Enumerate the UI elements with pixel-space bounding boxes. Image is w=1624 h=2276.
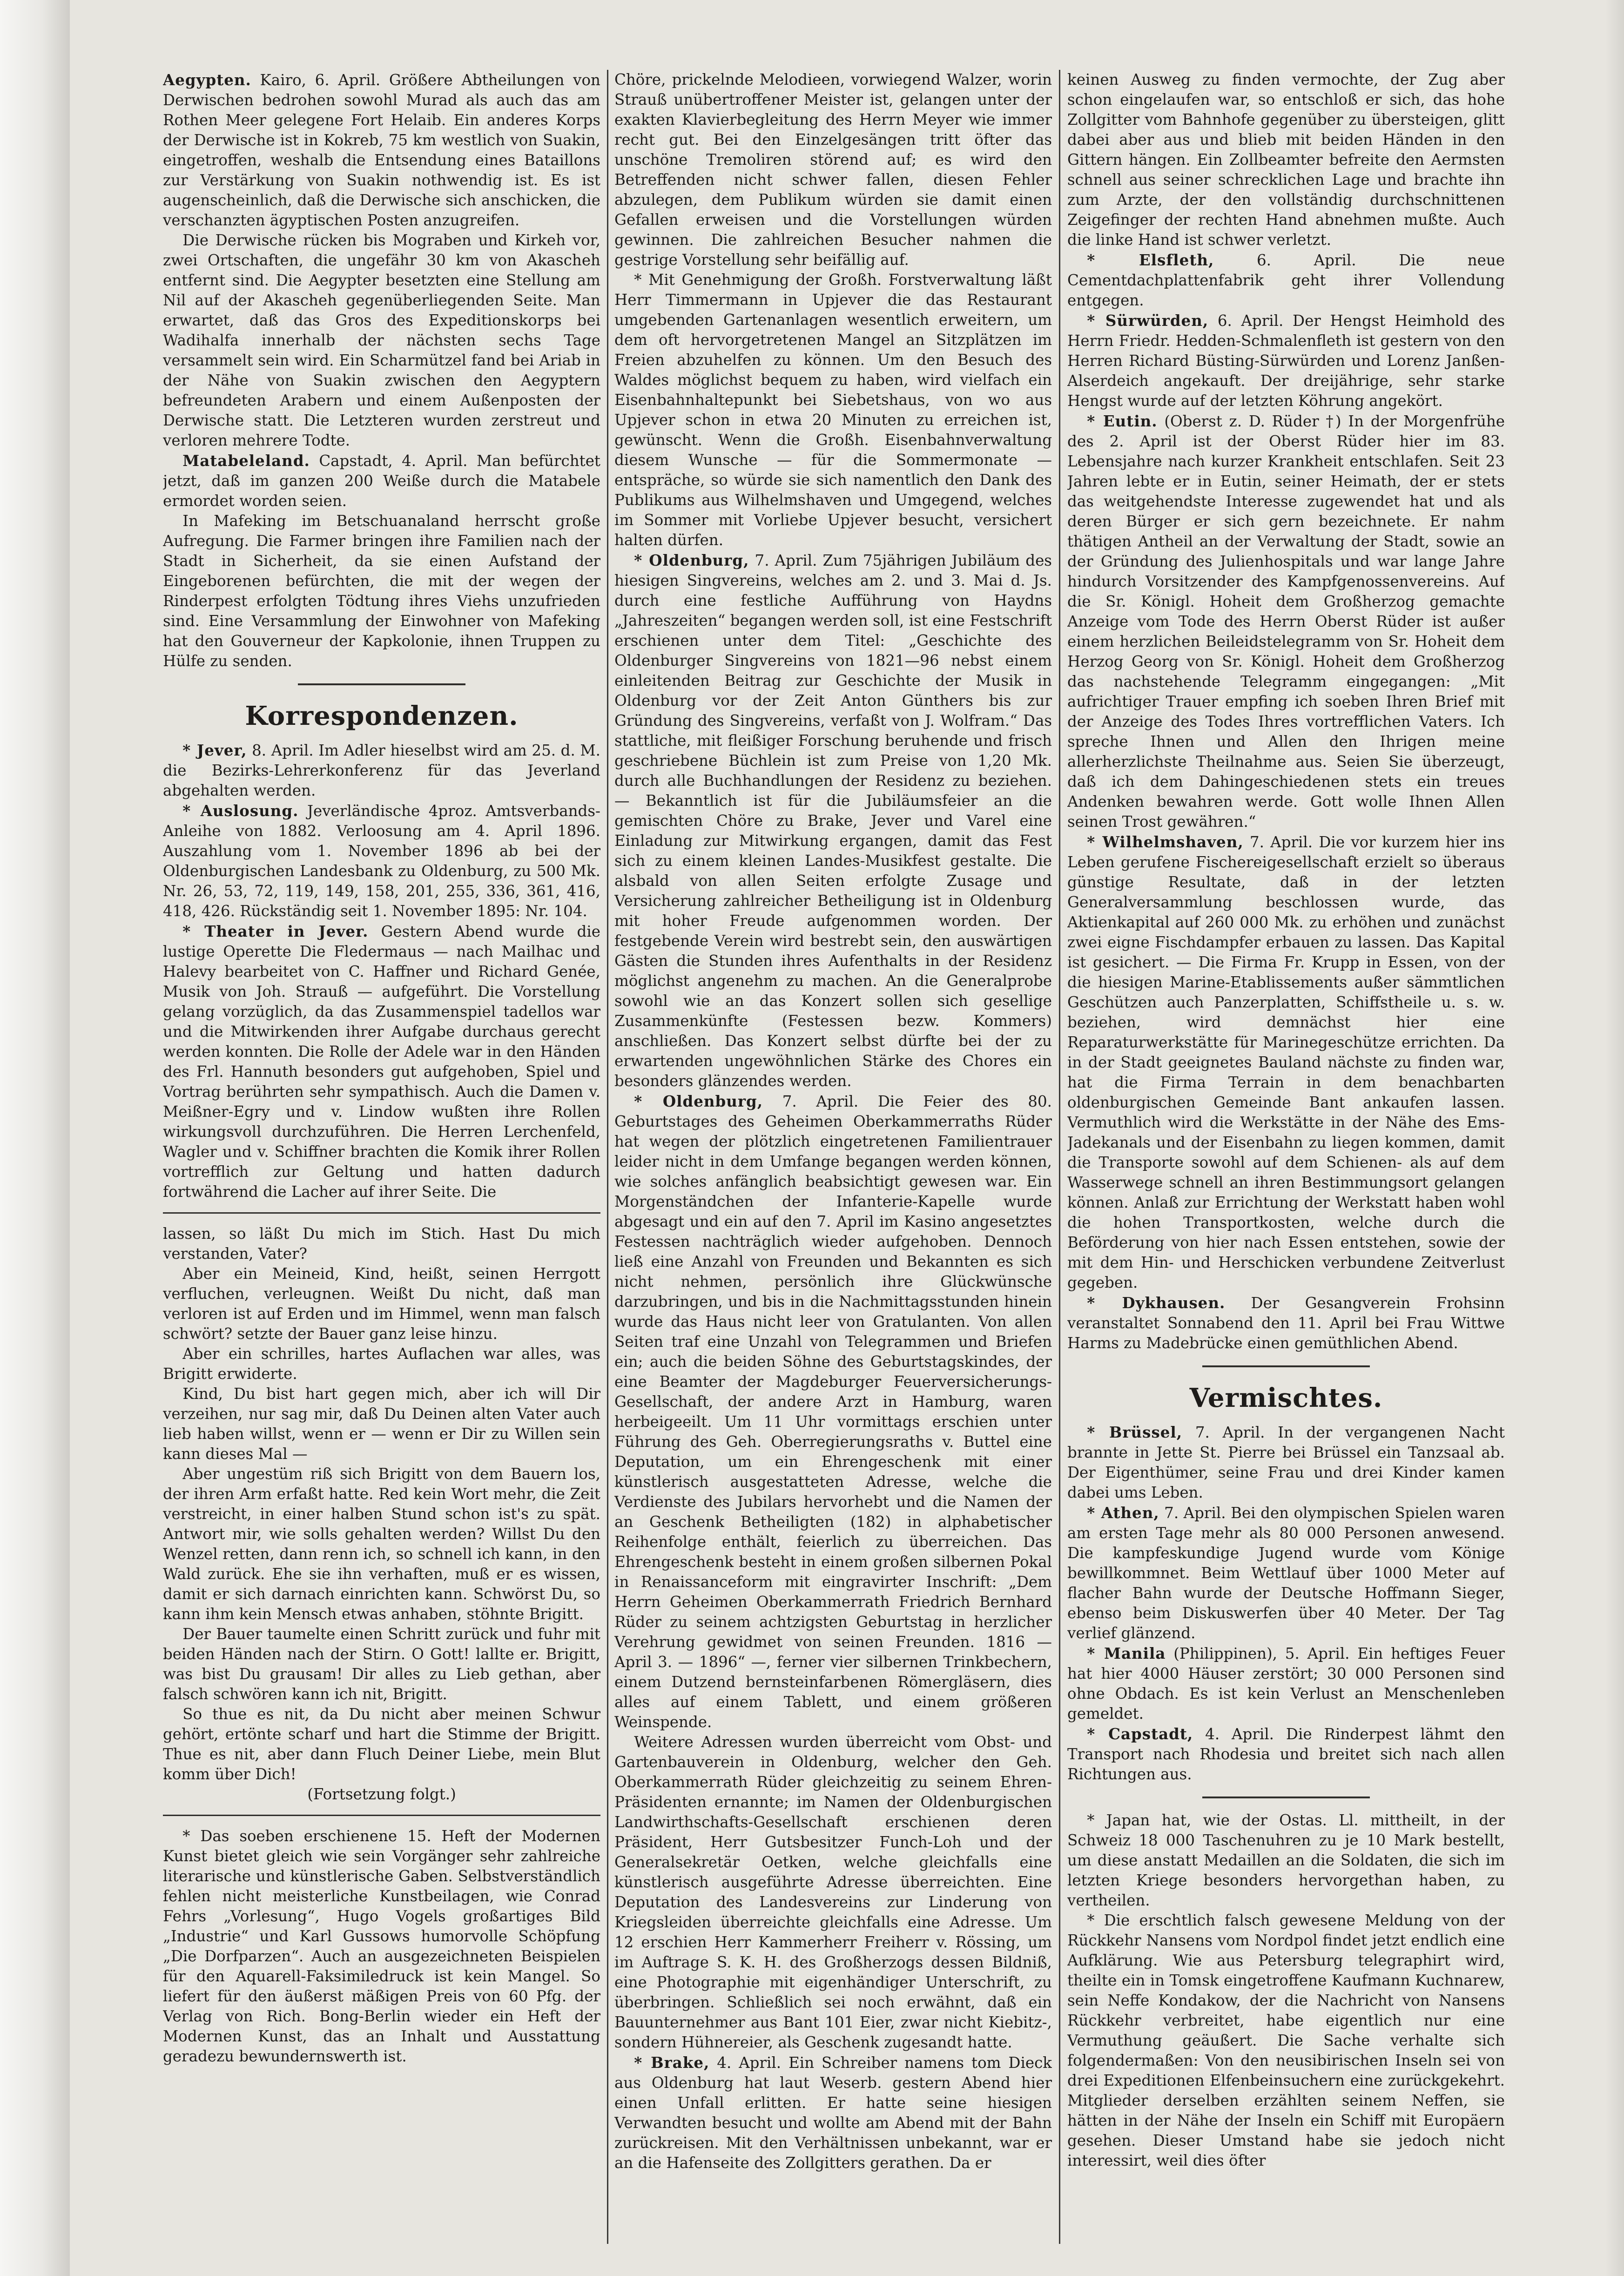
article-oldenburg-rueder (614, 1091, 1052, 1732)
notice-divider (163, 1815, 600, 1816)
notice-moderne-kunst: * Das soeben erschienene 15. Heft der Modernen Kunst bietet gleich wie sein Vorgänger sehr zahlreiche literarische und künstlerische Gaben. Selbstverständlich fehlen nicht meisterliche Kunstbeilagen, wie Conrad Fehrs „Vorlesung“, Hugo Vogels großartiges Bild „Industrie“ und Karl Gussows humorvolle Schöpfung „Die Dorfparzen“. Auch an ausgezeichneten Beispielen für den Aquarell-Faksimiledruck ist kein Mangel. So liefert für den äußerst mäßigen Preis von 60 Pfg. der Verlag von Rich. Bong-Berlin wieder ein Heft der Modernen Kunst, das an Inhalt und Ausstattung geradezu bewundernswerth ist. (163, 1827, 600, 2065)
column-1 (163, 70, 600, 2258)
column-rule-left (607, 70, 608, 2244)
article-text: 7. April. Die Feier des 80. Geburtstages des Geheimen Oberkammerraths Rüder hat wegen der plötzlich eingetretenen Familientrauer leider nicht in dem Umfange begangen werden können, wie solches anfänglich beabsichtigt gewesen war. Ein Morgenständchen der Infanterie-Kapelle wurde abgesagt und ein auf den 7. April im Kasino angesetztes Festessen nachträglich wieder aufgehoben. Dennoch ließ eine Anzahl von Freunden und Bekannten es sich nicht nehmen, persönlich ihre Glückwünsche darzubringen, und bis in die Nachmittagsstunden hinein wurde das Haus nicht leer von Gratulanten. Von allen Seiten traf eine Unzahl von Telegrammen und Briefen ein; auch die beiden Söhne des Geburtstagskindes, der eine Beamter der Magdeburger Feuerversicherungs-Gesellschaft, der andere Arzt in Hamburg, waren herbeigeeilt. Um 11 Uhr vormittags erschien unter Führung des Geh. Oberregierungsraths v. Buttel eine Deputation, um ein Ehrengeschenk mit einer künstlerisch ausgestatteten Adresse, welche die Verdienste des Jubilars hervorhebt und die Namen der an Geschenk Betheiligten (182) in alphabetischer Reihenfolge enthält, feierlich zu überreichen. Das Ehrengeschenk besteht in einem großen silbernen Pokal in Renaissanceform mit eingravirter Inschrift: „Dem Herrn Geheimen Oberkammerrath Friedrich Bernhard Rüder zu seinem achtzigsten Geburtstag in herzlicher Verehrung gewidmet von seinen Freunden. 1816 — April 3. — 1896“ —, ferner vier silbernen Trinkbechern, einem Dutzend bernsteinfarbenen Römergläsern, dies alles auf einem Tablett, und einem größeren Weinspende. (614, 1093, 1052, 1731)
article-matabeleland (163, 451, 600, 511)
notice-japan: * Japan hat, wie der Ostas. Ll. mittheilt, in der Schweiz 18 000 Taschenuhren zu je 10 Mark bestellt, um diese anstatt Medaillen an die Soldaten, die sich im letzten Kriege besonders hervorgethan haben, zu vertheilen. (1067, 1811, 1505, 1909)
feuilleton-divider (163, 1212, 600, 1214)
article-place: * Manila (1087, 1644, 1166, 1662)
article-text: 7. April. In der vergangenen Nacht brannte in Jette St. Pierre bei Brüssel ein Tanzsaal ab. Der Eigenthümer, seine Frau und drei Kinder kamen dabei ums Leben. (1067, 1424, 1505, 1501)
story-paragraph: Aber ein schrilles, hartes Auflachen war alles, was Brigitt erwiderte. (163, 1345, 600, 1383)
article-place: * Sürwürden, (1087, 311, 1209, 330)
section-divider (1202, 1796, 1370, 1798)
article-text: 4. April. Die Rinderpest lähmt den Transport nach Rhodesia und breitet sich nach allen Richtungen aus. (1067, 1725, 1505, 1783)
article-place: * Brake, (634, 2053, 710, 2072)
story-paragraph: Der Bauer taumelte einen Schritt zurück und fuhr mit beiden Händen nach der Stirn. O Gott! lallte er. Brigitt, was bist Du grausam! Dir alles zu Lieb gethan, aber falsch schwören kann ich nit, Brigitt. (163, 1625, 600, 1703)
article-wilhelmshaven (1067, 832, 1505, 1293)
article-capstadt (1067, 1724, 1505, 1784)
article-place: * Jever, (182, 741, 247, 759)
article-surwurden (1067, 311, 1505, 411)
article-jever (163, 740, 600, 801)
article-text: 6. April. Der Hengst Heimhold des Herrn Friedr. Hedden-Schmalenfleth ist gestern von den Herren Richard Büsting-Sürwürden und Lorenz Janßen-Alserdeich angekauft. Der dreijährige, sehr starke Hengst wurde auf der letzten Köhrung angekört. (1067, 312, 1505, 410)
article-text: (Philippinen), 5. April. Ein heftiges Feuer hat hier 4000 Häuser zerstört; 30 000 Personen sind ohne Obdach. Es ist kein Verlust an Menschenleben gemeldet. (1067, 1645, 1505, 1722)
section-divider (298, 683, 465, 685)
article-oldenburg-singverein (614, 550, 1052, 1091)
article-elsfleth (1067, 250, 1505, 311)
article-place: * Capstadt, (1087, 1725, 1193, 1743)
article-text: 7. April. Zum 75jährigen Jubiläum des hiesigen Singvereins, welches am 2. und 3. Mai d. Js. durch eine festliche Aufführung von Haydns „Jahreszeiten“ begangen werden soll, ist eine Festschrift erschienen unter dem Titel: „Geschichte des Oldenburger Singvereins von 1821—96 nebst einem einleitenden Beitrag zur Geschichte der Musik in Oldenburg vor der Zeit Anton Günthers bis zur Gründung des Singvereins, verfaßt von J. Wolfram.“ Das stattliche, mit fleißiger Forschung beruhende und frisch geschriebene Büchlein ist zum Preise von 1,20 Mk. durch alle Buchhandlungen der Residenz zu beziehen. — Bekanntlich ist für die Jubiläumsfeier an die gemischten Chöre zu Brake, Jever und Varel eine Einladung zur Mitwirkung ergangen, damit das Fest sich zu einem kleinen Landes-Musikfest gestalte. Die alsbald von allen Seiten erfolgte Zusage und Versicherung zahlreicher Betheiligung ist in Oldenburg mit hoher Freude aufgenommen worden. Der festgebende Verein wird bestrebt sein, den auswärtigen Gästen die Stunden ihres Aufenthalts in der Residenz möglichst angenehm zu machen. An die Generalprobe sowohl wie an das Konzert sollen sich gesellige Zusammenkünfte (Festessen bezw. Kommers) anschließen. Das Konzert selbst dürfte bei der zu erwartenden ungewöhnlichen Stärke des Chores ein besonders glänzendes werden. (614, 552, 1052, 1090)
section-heading-vermischtes: Vermischtes. (1189, 1383, 1383, 1413)
story-paragraph: Kind, Du bist hart gegen mich, aber ich will Dir verzeihen, nur sag mir, daß Du Deinen alten Vater auch lieb haben willst, wenn er — wenn er Dir zu Willen sein kann dieses Mal — (163, 1385, 600, 1463)
article-text: keinen Ausweg zu finden vermochte, der Zug aber schon eingelaufen war, so entschloß er sich, das hohe Zollgitter vom Bahnhofe gegenüber zu übersteigen, glitt dabei aber aus und blieb mit beiden Händen in den Gittern hängen. Ein Zollbeamter befreite den Aermsten schnell aus seiner schrecklichen Lage und brachte ihn zum Arzte, der den vollständig durchschnittenen Zeigefinger der rechten Hand abnehmen mußte. Auch die linke Hand ist schwer verletzt. (1067, 71, 1505, 249)
article-auslosung (163, 801, 600, 921)
article-text: Der Gesangverein Frohsinn veranstaltet Sonnabend den 11. April bei Frau Wittwe Harms zu Madebrücke einen gemüthlichen Abend. (1067, 1294, 1505, 1352)
article-place: Aegypten. (163, 71, 251, 89)
article-place: * Theater in Jever. (182, 922, 369, 940)
article-place: * Auslosung. (182, 802, 299, 820)
article-place: * Brüssel, (1087, 1423, 1183, 1441)
article-paragraph: Die Derwische rücken bis Mograben und Kirkeh vor, zwei Ortschaften, die ungefähr 30 km von Akascheh entfernt sind. Die Aegypter besetzten eine Stellung am Nil auf der Akascheh gegenüberliegenden Seite. Man erwartet, daß das Gros des Expeditionskorps bei Wadihalfa innerhalb der nächsten sechs Tage versammelt sein wird. Ein Scharmützel fand bei Ariab in der Nähe von Suakin zwischen den Aegyptern befreundeten Arabern und einem Außenposten der Derwische statt. Die Letzteren wurden zerstreut und verloren mehrere Todte. (163, 231, 600, 449)
binding-margin (0, 0, 70, 2276)
article-place: * Wilhelmshaven, (1087, 833, 1244, 851)
article-paragraph: Weitere Adressen wurden überreicht vom Obst- und Gartenbauverein in Oldenburg, welcher den Geh. Oberkammerrath Rüder gleichzeitig zu seinem Ehren-Präsidenten ernannte; im Namen der Oldenburgischen Landwirthschafts-Gesellschaft erschienen deren Präsident, Herr Gutsbesitzer Funch-Loh und der Generalsekretär Oetken, welche gleichfalls eine künstlerisch ausgeführte Adresse überreichten. Eine Deputation des Landesvereins zur Linderung von Kriegsleiden überreichte gleichfalls eine Adresse. Um 12 erschien Herr Kammerherr Freiherr v. Rössing, um im Auftrage S. K. H. des Großherzogs dessen Bildniß, eine Photographie mit eigenhändiger Unterschrift, zu überbringen. Schließlich sei noch erwähnt, daß ein Bauunternehmer aus Bant 101 Eier, zwar nicht Kiebitz-, sondern Hühnereier, als Geschenk zugesandt hatte. (614, 1733, 1052, 2051)
article-text: 8. April. Im Adler hieselbst wird am 25. d. M. die Bezirks-Lehrerkonferenz für das Jeverland abgehalten werden. (163, 742, 600, 799)
article-place: * Dykhausen. (1087, 1294, 1226, 1312)
article-place: * Elsfleth, (1087, 251, 1214, 269)
article-text: Chöre, prickelnde Melodieen, vorwiegend Walzer, worin Strauß unübertroffener Meister ist, gelangen unter der exakten Klavierbegleitung des Herrn Meyer wie immer recht gut. Bei den Einzelgesängen tritt öfter das unschöne Tremoliren störend auf; es wird den Betreffenden nicht schwer fallen, diesen Fehler abzulegen, dem Publikum würden sie damit einen Gefallen erweisen und die Vorstellungen würden gewinnen. Die zahlreichen Besucher nahmen die gestrige Vorstellung sehr beifällig auf. (614, 71, 1052, 269)
article-text: (Oberst z. D. Rüder †) In der Morgenfrühe des 2. April ist der Oberst Rüder hier im 83. Lebensjahre nach kurzer Krankheit entschlafen. Seit 23 Jahren lebte er in Eutin, seiner Heimath, der er stets das weitgehendste Interesse zugewendet hat und als deren Bürger er sich gern bezeichnete. Er nahm thätigen Antheil an der Verwaltung der Stadt, sowie an der Gründung des Julienhospitals und war lange Jahre hindurch Vorsitzender des Kampfgenossenvereins. Auf die Sr. Königl. Hoheit dem Großherzog gemachte Anzeige vom Tode des Herrn Oberst Rüder ist außer einem herzlichen Beileidstelegramm von Sr. Hoheit dem Herzog Georg von Sr. Königl. Hoheit dem Großherzog das nachstehende Telegramm eingegangen: „Mit aufrichtiger Trauer empfing ich soeben Ihren Brief mit der Anzeige des Todes Ihres vortrefflichen Vaters. Ich spreche Ihnen und Allen den Ihrigen meine allerherzlichste Theilnahme aus. Seien Sie überzeugt, daß ich dem Dahingeschiedenen stets ein treues Andenken bewahren werde. Gott wolle Ihnen Allen seinen Trost gewähren.“ (1067, 412, 1505, 831)
section-heading-correspondence: Korrespondenzen. (245, 701, 519, 731)
story-paragraph: lassen, so läßt Du mich im Stich. Hast Du mich verstanden, Vater? (163, 1225, 600, 1263)
section-divider (1202, 1365, 1370, 1367)
article-text: 4. April. Ein Schreiber namens tom Dieck aus Oldenburg hat laut Weserb. gestern Abend hier einen Unfall erlitten. Er hatte seine hiesigen Verwandten besucht und wollte am Abend mit der Bahn zurückreisen. Mit den Verhältnissen unbekannt, war er an die Hafenseite des Zollgitters gerathen. Da er (614, 2054, 1052, 2172)
column-3 (1067, 70, 1505, 2258)
article-text: Jeverländische 4proz. Amtsverbands-Anleihe von 1882. Verloosung am 4. April 1896. Auszahlung vom 1. November 1896 ab bei der Oldenburgischen Landesbank zu Oldenburg, zu 500 Mk. Nr. 26, 53, 72, 119, 149, 158, 201, 255, 336, 361, 416, 418, 426. Rückständig seit 1. November 1895: Nr. 104. (163, 802, 600, 920)
article-text: Gestern Abend wurde die lustige Operette Die Fledermaus — nach Mailhac und Halevy bearbeitet von C. Haffner und Richard Genée, Musik von Joh. Strauß — aufgeführt. Die Vorstellung gelang vorzüglich, da das Zusammenspiel tadellos war und die Mitwirkenden ihrer Aufgabe durchaus gerecht werden konnten. Die Rolle der Adele war in den Händen des Frl. Hannuth besonders gut aufgehoben, Spiel und Vortrag berührten sehr sympathisch. Auch die Damen v. Meißner-Egry und v. Lindow wußten ihre Rollen wirkungsvoll durchzuführen. Die Herren Lerchenfeld, Wagler und v. Schiffner brachten die Komik ihrer Rollen vortrefflich zur Geltung und hatten dadurch fortwährend die Lacher auf ihrer Seite. Die (163, 923, 600, 1201)
article-brussel (1067, 1422, 1505, 1503)
article-paragraph: In Mafeking im Betschuanaland herrscht große Aufregung. Die Farmer bringen ihre Familien nach der Stadt in Sicherheit, da sie einen Aufstand der Eingeborenen befürchten, die mit der wegen der Rinderpest erfolgten Tödtung ihres Viehs unzufrieden sind. Eine Versammlung der Einwohner von Mafeking hat den Gouverneur der Kapkolonie, ihnen Truppen zu Hülfe zu senden. (163, 512, 600, 670)
article-place: * Oldenburg, (634, 1092, 763, 1110)
column-rule-right (1059, 70, 1060, 2244)
article-place: * Athen, (1087, 1504, 1159, 1522)
page-edge-shadow (1605, 0, 1624, 2276)
article-text: Kairo, 6. April. Größere Abtheilungen von Derwischen bedrohen sowohl Murad als auch das am Rothen Meer gelegene Fort Helaib. Ein anderes Korps der Derwische ist in Kokreb, 75 km westlich von Suakin, eingetroffen, weshalb die Entsendung eines Bataillons zur Verstärkung von Suakin nothwendig ist. Es ist augenscheinlich, daß die Derwische sich anschicken, die verschanzten ägyptischen Posten anzugreifen. (163, 71, 600, 229)
article-aegypten (163, 70, 600, 230)
story-paragraph: Aber ein Meineid, Kind, heißt, seinen Herrgott verfluchen, verleugnen. Weißt Du nicht, daß man verloren ist auf Erden und im Himmel, wenn man falsch schwört? setzte der Bauer ganz leise hinzu. (163, 1265, 600, 1343)
article-text: 7. April. Bei den olympischen Spielen waren am ersten Tage mehr als 80 000 Personen anwesend. Die kampfeskundige Jugend wurde vom Könige bewillkommnet. Beim Wettlauf über 1000 Meter auf flacher Bahn wurde der Deutsche Hoffmann Sieger, ebenso beim Diskuswerfen über 40 Meter. Der Tag verlief glänzend. (1067, 1504, 1505, 1642)
article-text: 7. April. Die vor kurzem hier ins Leben gerufene Fischereigesellschaft erzielt so überaus günstige Resultate, daß in der letzten Generalversammlung beschlossen wurde, das Aktienkapital auf 260 000 Mk. zu erhöhen und zunächst zwei eigne Fischdampfer erbauen zu lassen. Das Kapital ist gesichert. — Die Firma Fr. Krupp in Essen, von der die hiesigen Marine-Etablissements außer sämmtlichen Geschützen auch Panzerplatten, Schiffstheile u. s. w. beziehen, wird demnächst hier eine Reparaturwerkstätte für Marinegeschütze errichten. Da in der Stadt geeignetes Bauland nächste zu finden war, hat die Firma Terrain in dem benachbarten oldenburgischen Gemeinde Bant ankaufen lassen. Vermuthlich wird die Werkstätte in der Nähe des Ems-Jadekanals und der Eisenbahn zu liegen kommen, damit die Transporte sowohl auf dem Schienen- als auf dem Wasserwege schnell an ihren Bestimmungsort gelangen können. Anlaß zur Errichtung der Werkstatt haben wohl die hohen Transportkosten, welche durch die Beförderung von hier nach Essen entstehen, sowie der mit dem Hin- und Herschicken verbundene Zeitverlust gegeben. (1067, 833, 1505, 1291)
article-eutin (1067, 411, 1505, 832)
story-paragraph: So thue es nit, da Du nicht aber meinen Schwur gehört, ertönte scharf und hart die Stimme der Brigitt. Thue es nit, aber dann Fluch Deiner Liebe, mein Blut komm über Dich! (163, 1705, 600, 1783)
article-text: Capstadt, 4. April. Man befürchtet jetzt, daß im ganzen 200 Weiße durch die Matabele ermordet worden seien. (163, 452, 600, 510)
article-upjever: * Mit Genehmigung der Großh. Forstverwaltung läßt Herr Timmermann in Upjever die das Restaurant umgebenden Gartenanlagen wesentlich erweitern, um dem oft hervorgetretenen Mangel an Sitzplätzen im Freien abzuhelfen zu können. Um den Besuch des Waldes möglichst bequem zu haben, wird vielfach ein Eisenbahnhaltepunkt bei Siebetshaus, von wo aus Upjever schon in etwa 20 Minuten zu erreichen ist, gewünscht. Wenn die Großh. Eisenbahnverwaltung diesem Wunsche — für die Sommermonate — entspräche, so würde sie sich namentlich den Dank des Publikums aus Wilhelmshaven und Umgegend, welches im Sommer mit Vorliebe Upjever besucht, versichert halten dürfen. (614, 271, 1052, 549)
column-2 (614, 70, 1052, 2258)
article-manila (1067, 1643, 1505, 1724)
article-brake (614, 2053, 1052, 2173)
continued-note: (Fortsetzung folgt.) (307, 1785, 456, 1803)
article-text: 6. April. Die neue Cementdachplattenfabrik geht ihrer Vollendung entgegen. (1067, 251, 1505, 309)
article-dykhausen (1067, 1293, 1505, 1353)
story-paragraph: Aber ungestüm riß sich Brigitt von dem Bauern los, der ihren Arm erfaßt hatte. Red kein Wort mehr, die Zeit verstreicht, in einer halben Stund schon ist's zu spät. Antwort mir, wie solls gehalten werden? Willst Du den Wenzel retten, dann renn ich, so schnell ich kann, in den Wald zurück. Ehe sie ihn verhaften, muß er es wissen, damit er sich darnach einrichten kann. Schwörst Du, so kann ihm kein Mensch etwas anhaben, stöhnte Brigitt. (163, 1465, 600, 1623)
article-athen (1067, 1503, 1505, 1643)
notice-nansen: * Die erschtlich falsch gewesene Meldung von der Rückkehr Nansens vom Nordpol findet jetzt endlich eine Aufklärung. Wie aus Petersburg telegraphirt wird, theilte ein in Tomsk eingetroffene Kaufmann Kuchnarew, sein Neffe Kondakow, der die Nachricht von Nansens Rückkehr verbreitet, habe eigentlich nur eine Vermuthung geäußert. Die Sache verhalte sich folgendermaßen: Von den neusibirischen Inseln sei von drei Expeditionen Elfenbeinsuchern eine zurückgekehrt. Mitglieder derselben erzählten seinem Neffen, sie hätten in der Nähe der Inseln ein Schiff mit Europäern gesehen. Dieser Umstand habe sie jedoch nicht interessirt, weil dies öfter (1067, 1911, 1505, 2169)
article-place: * Oldenburg, (634, 551, 749, 569)
newspaper-page (70, 0, 1624, 2276)
article-place: * Eutin. (1087, 412, 1158, 430)
article-place: Matabeleland. (182, 452, 310, 470)
article-theater (163, 921, 600, 1202)
